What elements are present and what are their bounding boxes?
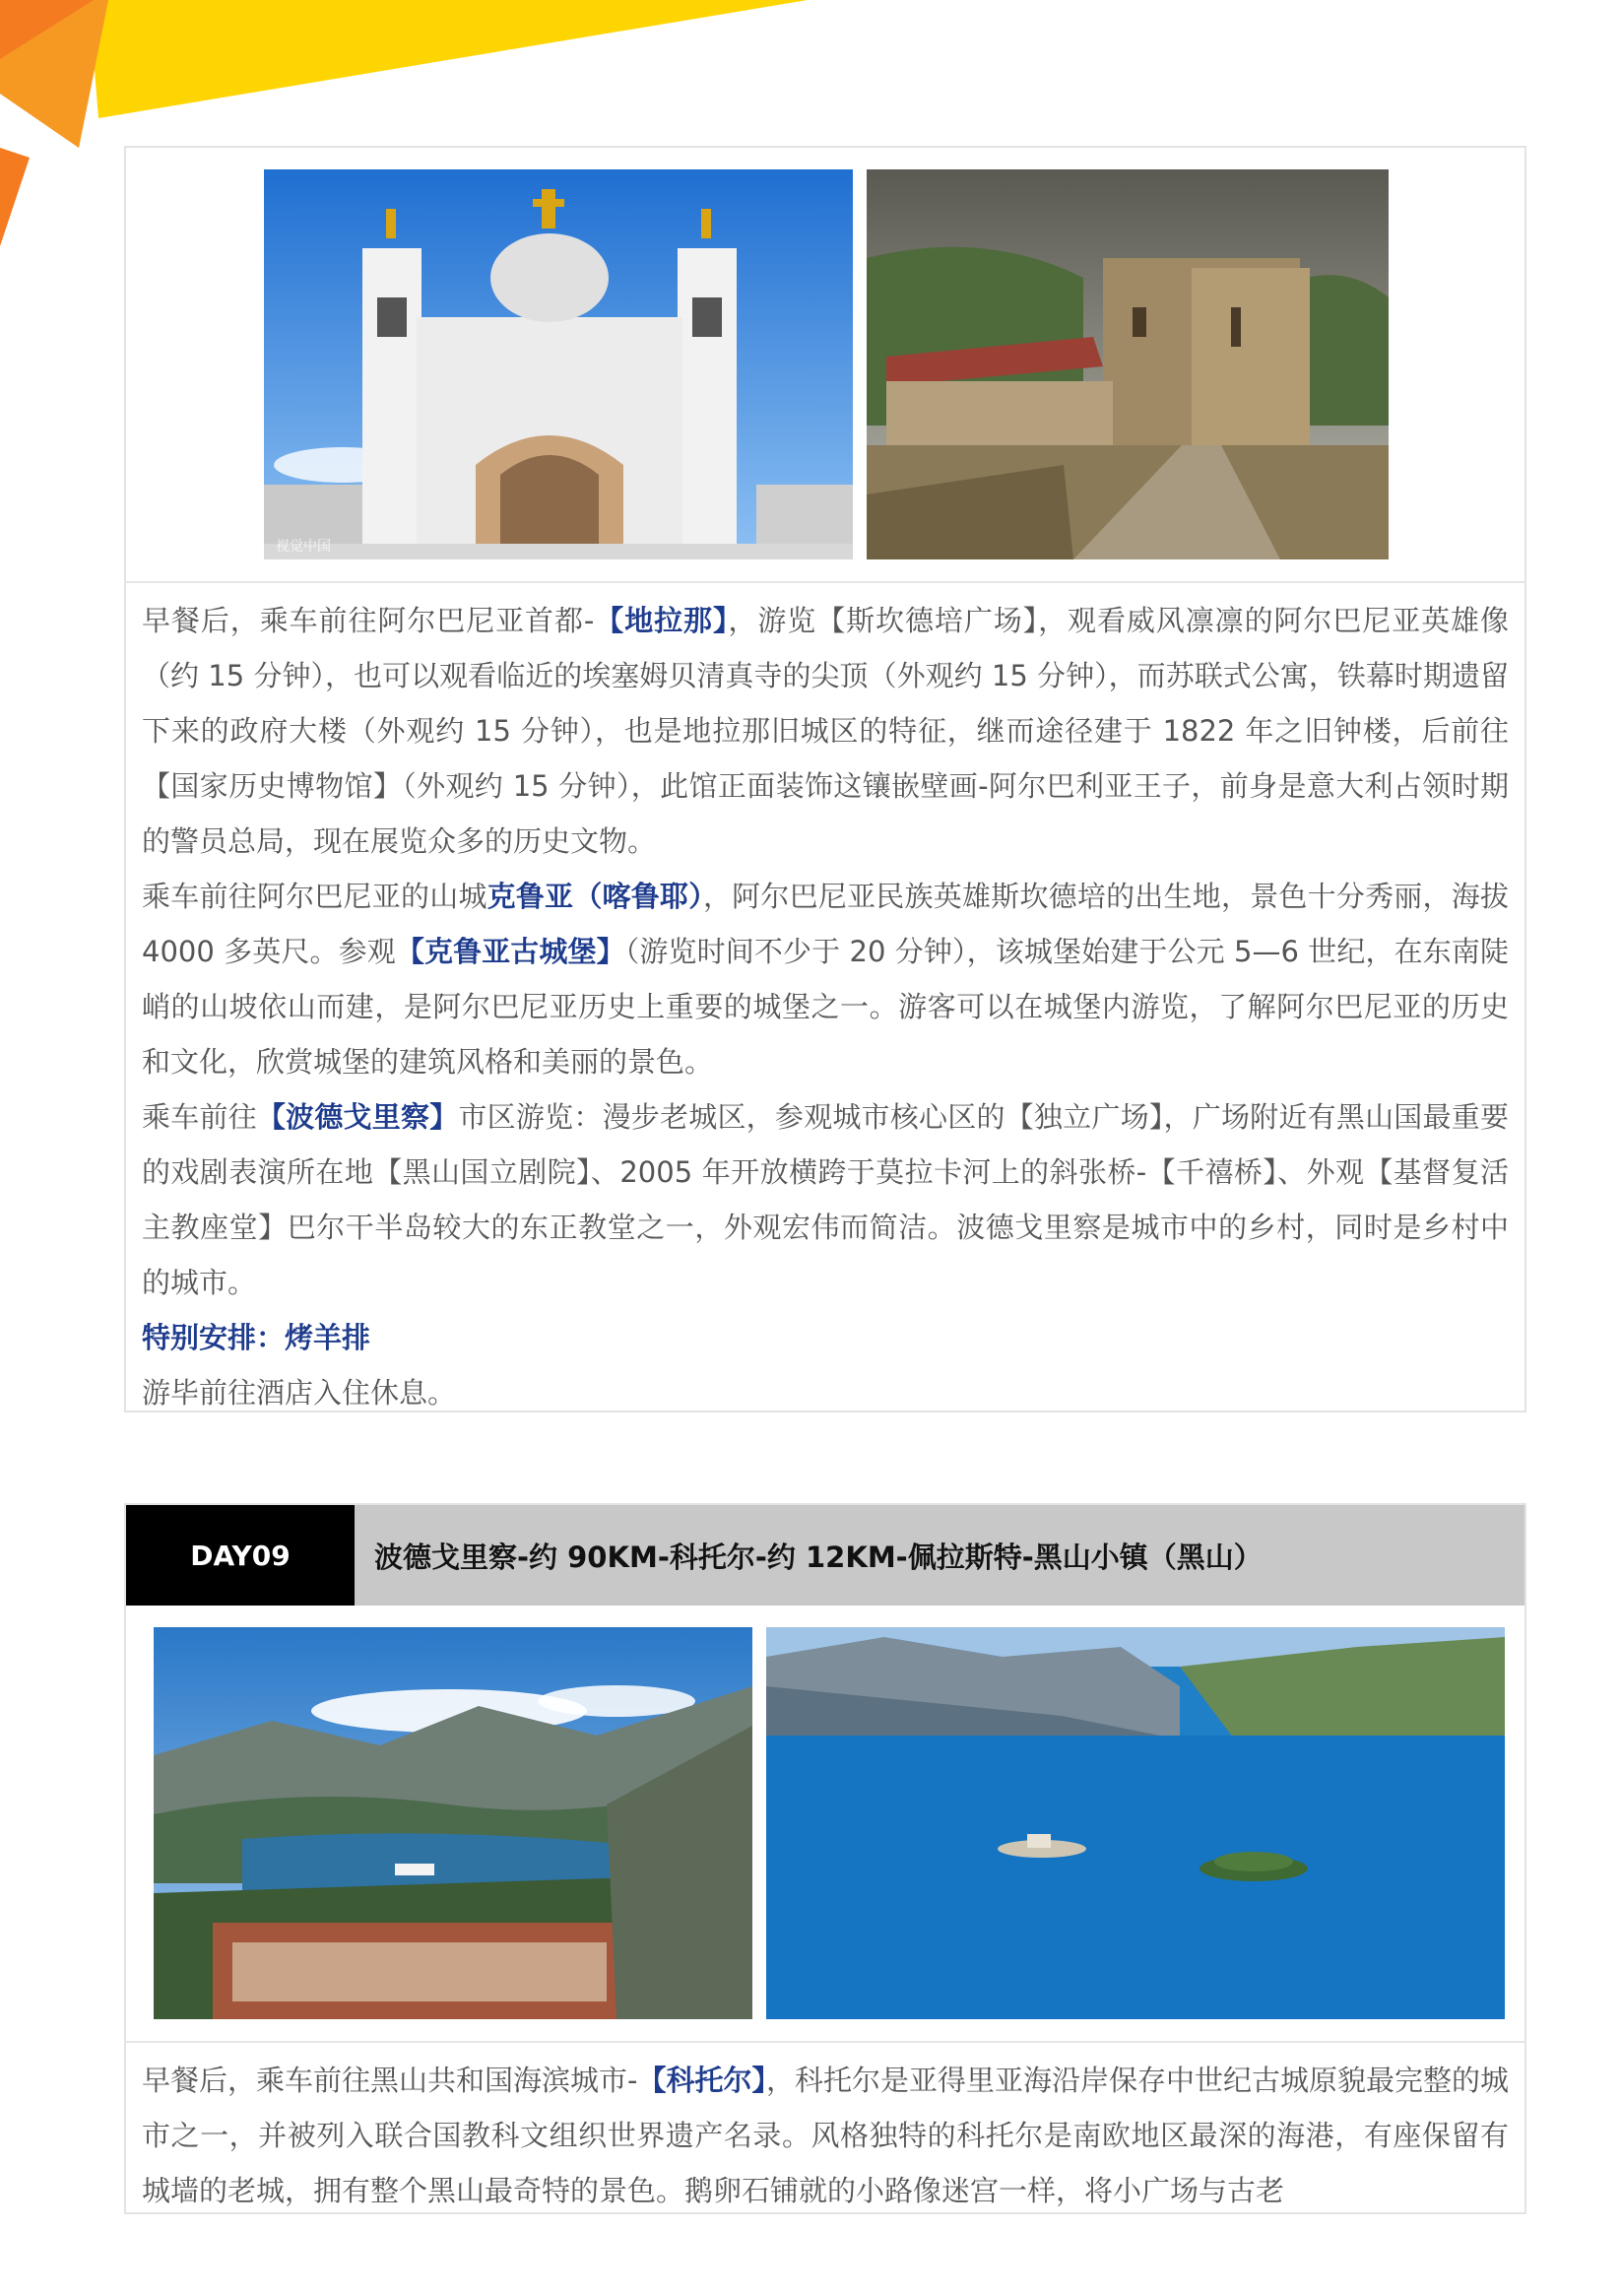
highlight-text: 【科托尔】 — [637, 2064, 766, 2097]
body-text: 早餐后，乘车前往阿尔巴尼亚首都- — [142, 604, 595, 637]
body-text: 市区游览：漫步老城区，参观城市核心区的【独立广场】，广场附近有黑山国最重要的戏剧表演所在地【黑山国立剧院】、2005 年开放横跨于莫拉卡河上的斜张桥-【千禧桥】、外观【基督复活主教座堂】巴尔干半岛较大的东正教堂之一，外观宏伟而简洁。波德戈里察是城市中的乡村，同时是乡村中的城市。 — [142, 1100, 1509, 1299]
day08-description — [142, 593, 1509, 1420]
highlight-text: 【波德戈里察】 — [256, 1100, 459, 1134]
body-text: 乘车前往 — [142, 1100, 257, 1134]
paragraph — [142, 2053, 1509, 2214]
cathedral-photo — [264, 169, 853, 559]
body-text: 乘车前往阿尔巴尼亚的山城 — [142, 880, 487, 913]
day-header-bar — [126, 1505, 1524, 1606]
fortress-photo — [867, 169, 1389, 559]
perast-islands-photo — [766, 1627, 1505, 2019]
body-text: ，阿尔巴尼亚民族英雄斯坎德培的出生地，景色十分秀丽，海拔 4000 多英尺。参观 — [142, 880, 1509, 968]
day-label: DAY09 — [126, 1505, 355, 1606]
body-text: 游毕前往酒店入住休息。 — [142, 1376, 457, 1410]
itinerary-day09-box — [124, 1503, 1526, 2214]
paragraph — [142, 1310, 1509, 1365]
highlight-text: 克鲁亚（喀鲁耶） — [486, 880, 703, 913]
body-text: ，科托尔是亚得里亚海沿岸保存中世纪古城原貌最完整的城市之一，并被列入联合国教科文组织世界遗产名录。风格独特的科托尔是南欧地区最深的海港，有座保留有城墙的老城，拥有整个黑山最奇特的景色。鹅卵石铺就的小路像迷宫一样，将小广场与古老 — [142, 2064, 1509, 2207]
photo-watermark: 视觉中国 — [276, 539, 331, 555]
day-title: 波德戈里察-约 90KM-科托尔-约 12KM-佩拉斯特-黑山小镇（黑山） — [374, 1540, 1263, 1574]
divider — [126, 581, 1524, 583]
kotor-bay-photo — [154, 1627, 752, 2019]
paragraph — [142, 869, 1509, 1089]
body-text: ，游览【斯坎德培广场】，观看威风凛凛的阿尔巴尼亚英雄像（约 15 分钟），也可以观看临近的埃塞姆贝清真寺的尖顶（外观约 15 分钟），而苏联式公寓，铁幕时期遗留下来的政府大楼（外观约 15 分钟），也是地拉那旧城区的特征，继而途径建于 1822 年之旧钟楼，后前往【国家历史博物馆】（外观约 15 分钟），此馆正面装饰这镶嵌壁画-阿尔巴利亚王子，前身是意大利占领时期的警员总局，现在展览众多的历史文物。 — [142, 604, 1509, 858]
paragraph — [142, 593, 1509, 869]
paragraph — [142, 1365, 1509, 1420]
paragraph — [142, 1089, 1509, 1310]
highlight-text: 【地拉那】 — [594, 604, 729, 637]
day09-description — [142, 2053, 1509, 2214]
highlight-text: 【克鲁亚古城堡】 — [395, 935, 625, 968]
body-text: （游览时间不少于 20 分钟），该城堡始建于公元 5—6 世纪，在东南陡峭的山坡依山而建，是阿尔巴尼亚历史上重要的城堡之一。游客可以在城堡内游览，了解阿尔巴尼亚的历史和文化，欣赏城堡的建筑风格和美丽的景色。 — [142, 935, 1509, 1079]
highlight-text: 特别安排：烤羊排 — [142, 1321, 371, 1354]
itinerary-day08-box — [124, 146, 1526, 1412]
body-text: 早餐后，乘车前往黑山共和国海滨城市- — [142, 2064, 638, 2097]
divider — [126, 2041, 1524, 2043]
